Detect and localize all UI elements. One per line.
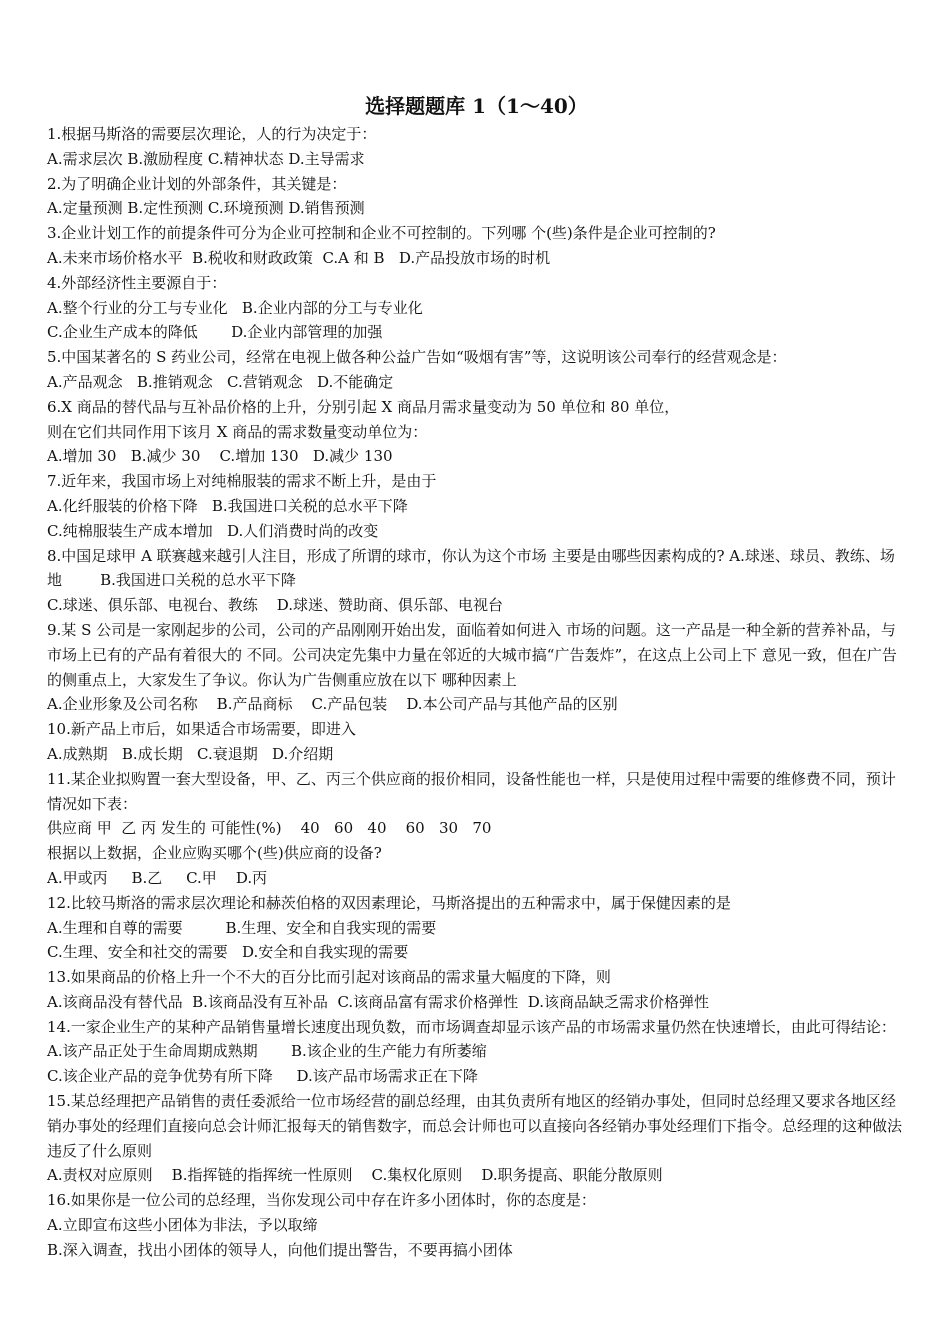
text-line: 11.某企业拟购置一套大型设备，甲、乙、丙三个供应商的报价相同，设备性能也一样，只是使用过程中需要的维修费不同，预计情况如下表： xyxy=(47,769,896,813)
text-line: A.该商品没有替代品 B.该商品没有互补品 C.该商品富有需求价格弹性 D.该商品缺乏需求价格弹性 xyxy=(47,992,709,1011)
text-line: 3.企业计划工作的前提条件可分为企业可控制和企业不可控制的。下列哪 个(些)条件是企业可控制的? xyxy=(47,224,716,243)
text-line: 根据以上数据，企业应购买哪个(些)供应商的设备? xyxy=(47,844,382,863)
text-line: A.立即宣布这些小团体为非法，予以取缔 xyxy=(47,1216,318,1235)
text-line: A.增加 30 B.减少 30 C.增加 130 D.减少 130 xyxy=(47,447,393,466)
text-line: A.生理和自尊的需要 B.生理、安全和自我实现的需要 xyxy=(47,918,437,937)
text-line: 15.某总经理把产品销售的责任委派给一位市场经营的副总经理，由其负责所有地区的经销办事处，但同时总经理又要求各地区经销办事处的经理们直接向总会计师汇报每天的销售数字，而总会计师也可以直接向各经销办事处经理们下指令。总经理的这种做法违反了什么原则 xyxy=(47,1092,903,1160)
text-line: A.定量预测 B.定性预测 C.环境预测 D.销售预测 xyxy=(47,199,365,218)
text-line: C.纯棉服装生产成本增加 D.人们消费时尚的改变 xyxy=(47,521,379,540)
text-line: A.未来市场价格水平 B.税收和财政政策 C.A 和 B D.产品投放市场的时机 xyxy=(47,248,551,267)
text-line: C.企业生产成本的降低 D.企业内部管理的加强 xyxy=(47,323,383,342)
text-line: A.甲或丙 B.乙 C.甲 D.丙 xyxy=(47,868,268,887)
text-line: 6.X 商品的替代品与互补品价格的上升，分别引起 X 商品月需求量变动为 50 单位和 80 单位， xyxy=(47,397,680,416)
document-title: 选择题题库 1（1～40） xyxy=(365,94,588,118)
text-line: A.需求层次 B.激励程度 C.精神状态 D.主导需求 xyxy=(47,149,365,168)
text-line: 16.如果你是一位公司的总经理，当你发现公司中存在许多小团体时，你的态度是： xyxy=(47,1191,596,1210)
text-line: 13.如果商品的价格上升一个不大的百分比而引起对该商品的需求量大幅度的下降，则 xyxy=(47,968,611,987)
text-line: 10.新产品上市后，如果适合市场需要，即进入 xyxy=(47,720,356,739)
text-line: A.产品观念 B.推销观念 C.营销观念 D.不能确定 xyxy=(47,372,394,391)
text-line: C.生理、安全和社交的需要 D.安全和自我实现的需要 xyxy=(47,943,409,962)
text-line: B.深入调查，找出小团体的领导人，向他们提出警告，不要再搞小团体 xyxy=(47,1240,513,1259)
text-line: 5.中国某著名的 S 药业公司，经常在电视上做各种公益广告如“吸烟有害”等，这说明该公司奉行的经营观念是： xyxy=(47,348,787,367)
text-line: A.责权对应原则 B.指挥链的指挥统一性原则 C.集权化原则 D.职务提高、职能分散原则 xyxy=(47,1166,663,1185)
text-line: 1.根据马斯洛的需要层次理论，人的行为决定于： xyxy=(47,125,377,143)
text-line: 8.中国足球甲 A 联赛越来越引人注目，形成了所谓的球市，你认为这个市场 主要是由哪些因素构成的? A.球迷、球员、教练、场地 B.我国进口关税的总水平下降 xyxy=(47,546,895,590)
text-line: C.该企业产品的竞争优势有所下降 D.该产品市场需求正在下降 xyxy=(47,1067,478,1086)
text-line: 则在它们共同作用下该月 X 商品的需求数量变动单位为： xyxy=(47,422,428,441)
text-line: 9.某 S 公司是一家刚起步的公司，公司的产品刚刚开始出发，面临着如何进入 市场的问题。这一产品是一种全新的营养补品，与市场上已有的产品有着很大的 不同。公司决定先集中力量在邻近的大城市搞“广告轰炸”，在这点上公司上下 意见一致，但在广告的侧重点上，大家发生了争议。你认为广告侧重应放在以下 哪种因素上 xyxy=(47,620,897,689)
question-list xyxy=(47,122,906,1263)
text-line: A.成熟期 B.成长期 C.衰退期 D.介绍期 xyxy=(47,744,334,763)
text-line: 4.外部经济性主要源自于： xyxy=(47,273,227,292)
text-line: 7.近年来，我国市场上对纯棉服装的需求不断上升，是由于 xyxy=(47,472,437,491)
text-line: A.整个行业的分工与专业化 B.企业内部的分工与专业化 xyxy=(47,298,423,317)
text-line: 2.为了明确企业计划的外部条件，其关键是： xyxy=(47,174,347,193)
text-line: 12.比较马斯洛的需求层次理论和赫茨伯格的双因素理论，马斯洛提出的五种需求中，属于保健因素的是 xyxy=(47,893,731,912)
text-line: A.企业形象及公司名称 B.产品商标 C.产品包装 D.本公司产品与其他产品的区别 xyxy=(47,695,618,714)
text-line: A.该产品正处于生命周期成熟期 B.该企业的生产能力有所萎缩 xyxy=(47,1042,487,1061)
text-line: A.化纤服装的价格下降 B.我国进口关税的总水平下降 xyxy=(47,496,408,515)
text-line: 供应商 甲 乙 丙 发生的 可能性(%) 40 60 40 60 30 70 xyxy=(47,819,492,838)
text-line: C.球迷、俱乐部、电视台、教练 D.球迷、赞助商、俱乐部、电视台 xyxy=(47,596,504,615)
text-line: 14.一家企业生产的某种产品销售量增长速度出现负数，而市场调查却显示该产品的市场需求量仍然在快速增长，由此可得结论： xyxy=(47,1017,896,1036)
